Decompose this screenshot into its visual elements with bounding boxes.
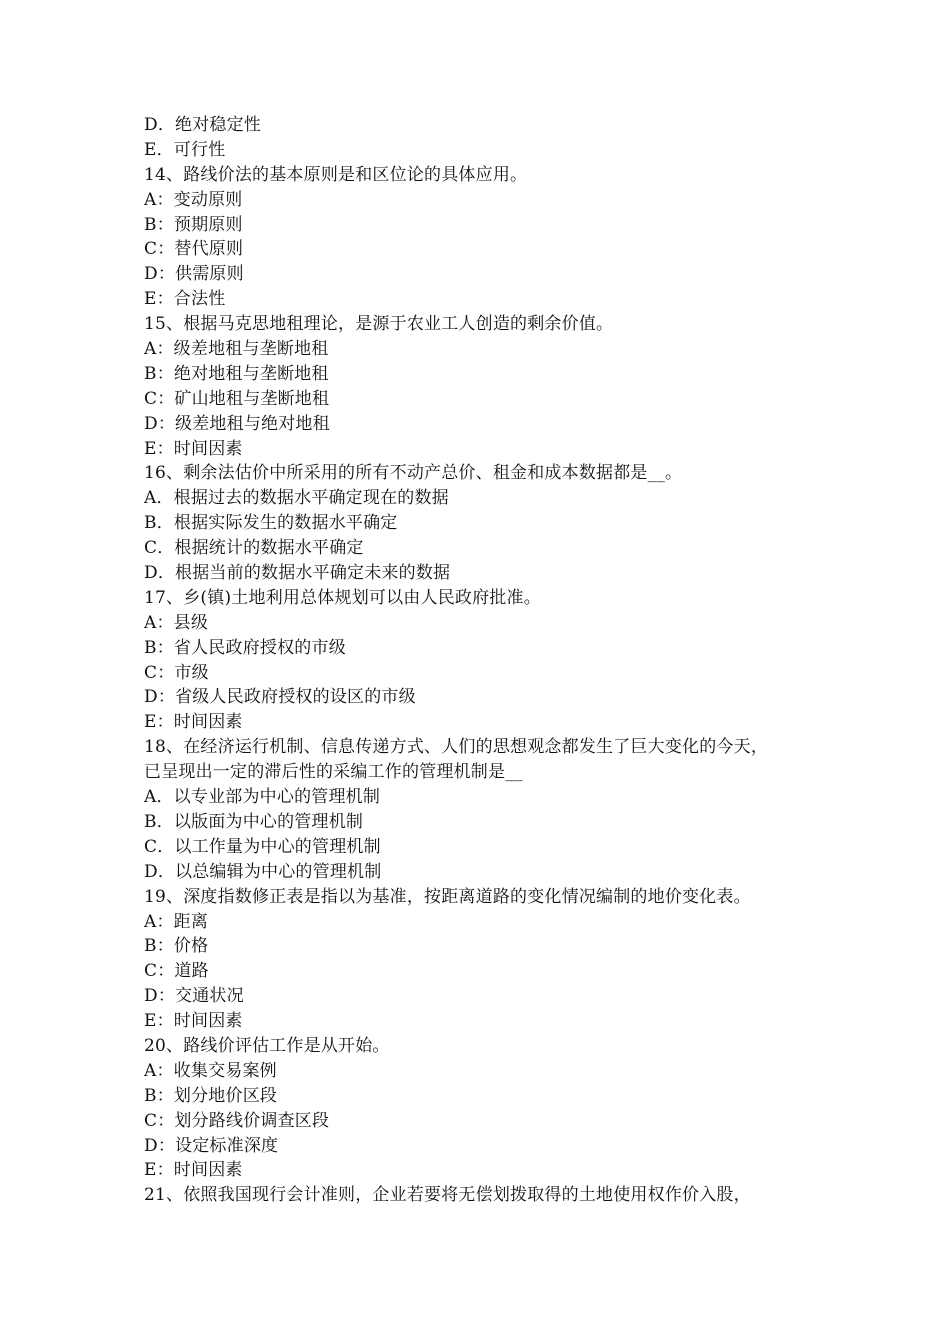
question-21: 21、依照我国现行会计准则，企业若要将无偿划拨取得的土地使用权作价入股， bbox=[144, 1185, 751, 1206]
option-e-q14: E：合法性 bbox=[144, 289, 226, 310]
option-a-q14: A：变动原则 bbox=[144, 189, 243, 210]
option-c-q17: C：市级 bbox=[144, 662, 209, 683]
option-b-q14: B：预期原则 bbox=[144, 214, 243, 235]
option-a-q19: A：距离 bbox=[144, 911, 209, 932]
option-a-q15: A：级差地租与垄断地租 bbox=[144, 339, 329, 360]
option-c-q19: C：道路 bbox=[144, 961, 209, 982]
option-d-q20: D：设定标准深度 bbox=[144, 1135, 279, 1156]
option-d-q18: D．以总编辑为中心的管理机制 bbox=[144, 861, 382, 882]
option-c-q20: C：划分路线价调查区段 bbox=[144, 1110, 330, 1131]
option-e-q19: E：时间因素 bbox=[144, 1011, 243, 1032]
option-c-q14: C：替代原则 bbox=[144, 239, 244, 260]
option-a-q17: A：县级 bbox=[144, 612, 209, 633]
option-e-q17: E：时间因素 bbox=[144, 712, 243, 733]
option-c-q15: C：矿山地租与垄断地租 bbox=[144, 388, 330, 409]
option-c-q18: C．以工作量为中心的管理机制 bbox=[144, 836, 381, 857]
option-d-q14: D：供需原则 bbox=[144, 264, 244, 285]
option-d-q13: D．绝对稳定性 bbox=[144, 115, 262, 135]
question-14: 14、路线价法的基本原则是和区位论的具体应用。 bbox=[144, 164, 528, 185]
option-d-q19: D：交通状况 bbox=[144, 986, 244, 1007]
question-15: 15、根据马克思地租理论，是源于农业工人创造的剩余价值。 bbox=[144, 314, 614, 335]
option-a-q18: A．以专业部为中心的管理机制 bbox=[144, 787, 381, 808]
question-18-line-2: 已呈现出一定的滞后性的采编工作的管理机制是__ bbox=[144, 762, 523, 783]
question-16: 16、剩余法估价中所采用的所有不动产总价、租金和成本数据都是__。 bbox=[144, 463, 683, 484]
option-a-q20: A：收集交易案例 bbox=[144, 1060, 277, 1081]
option-b-q15: B：绝对地租与垄断地租 bbox=[144, 363, 329, 384]
option-d-q16: D．根据当前的数据水平确定未来的数据 bbox=[144, 563, 451, 584]
option-d-q15: D：级差地租与绝对地租 bbox=[144, 413, 330, 434]
option-e-q15: E：时间因素 bbox=[144, 438, 243, 459]
option-b-q16: B．根据实际发生的数据水平确定 bbox=[144, 513, 398, 534]
option-d-q17: D：省级人民政府授权的设区的市级 bbox=[144, 687, 416, 708]
question-20: 20、路线价评估工作是从开始。 bbox=[144, 1035, 390, 1056]
option-b-q17: B：省人民政府授权的市级 bbox=[144, 637, 346, 658]
option-c-q16: C．根据统计的数据水平确定 bbox=[144, 538, 364, 559]
question-19: 19、深度指数修正表是指以为基准，按距离道路的变化情况编制的地价变化表。 bbox=[144, 886, 751, 907]
option-b-q19: B：价格 bbox=[144, 936, 209, 957]
option-a-q16: A．根据过去的数据水平确定现在的数据 bbox=[144, 488, 449, 509]
option-e-q20: E：时间因素 bbox=[144, 1160, 243, 1181]
question-17: 17、乡(镇)土地利用总体规划可以由人民政府批准。 bbox=[144, 587, 541, 608]
question-18-line-1: 18、在经济运行机制、信息传递方式、人们的思想观念都发生了巨大变化的今天， bbox=[144, 737, 769, 758]
option-b-q20: B：划分地价区段 bbox=[144, 1085, 278, 1106]
document-body bbox=[144, 113, 824, 1208]
option-e-q13: E．可行性 bbox=[144, 139, 226, 160]
option-b-q18: B．以版面为中心的管理机制 bbox=[144, 811, 364, 832]
